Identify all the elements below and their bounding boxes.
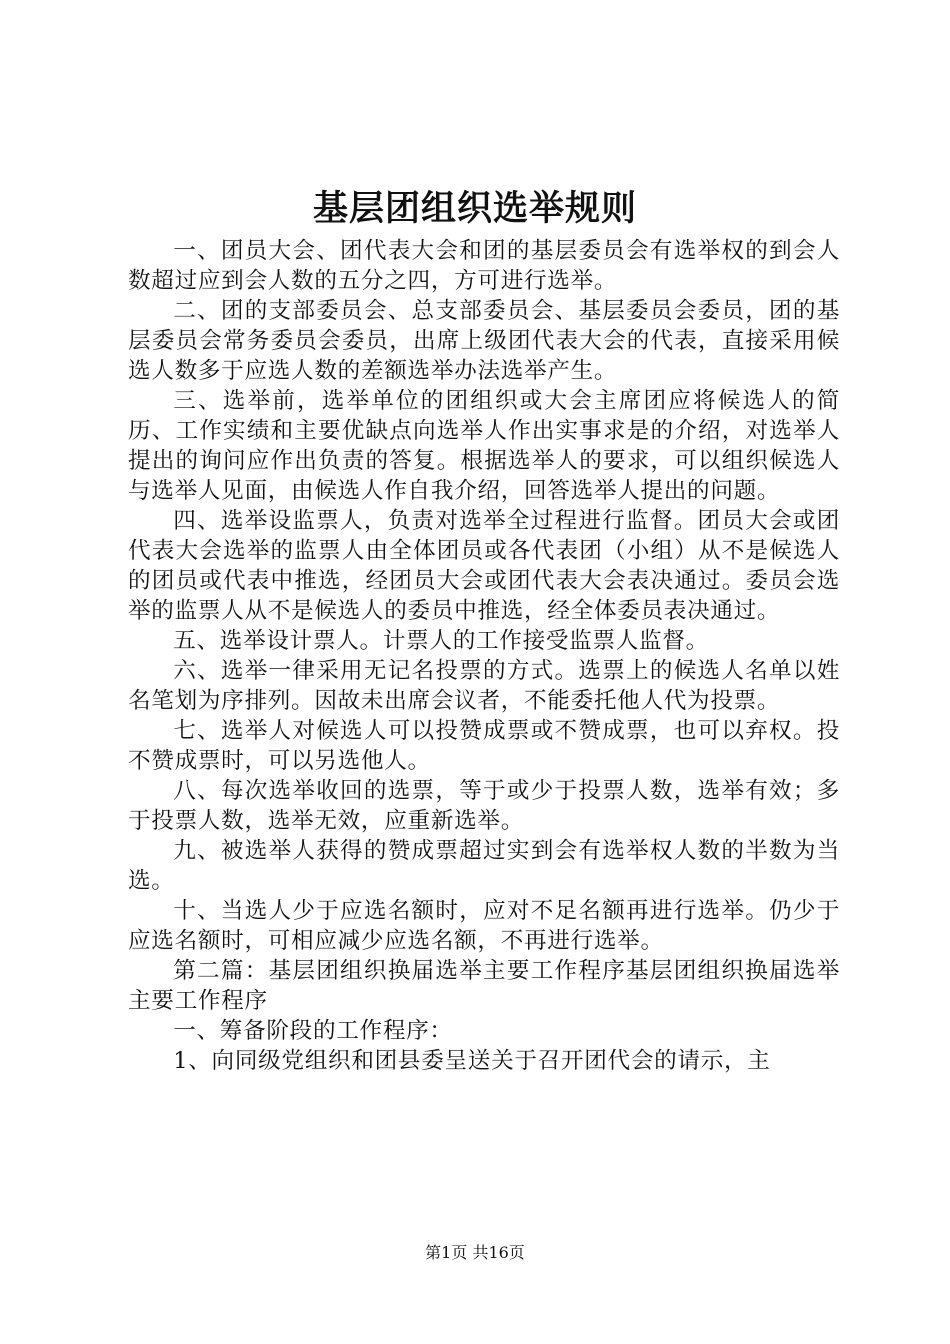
paragraph-2: 二、团的支部委员会、总支部委员会、基层委员会委员，团的基层委员会常务委员会委员，出席上级团代表大会的代表，直接采用候选人数多于应选人数的差额选举办法选举产生。 xyxy=(128,298,840,384)
paragraph-7: 七、选举人对候选人可以投赞成票或不赞成票，也可以弃权。投不赞成票时，可以另选他人。 xyxy=(128,718,840,774)
paragraph-1: 一、团员大会、团代表大会和团的基层委员会有选举权的到会人数超过应到会人数的五分之四，方可进行选举。 xyxy=(128,238,840,294)
document-body xyxy=(128,236,840,1076)
paragraph-list-item: 1、向同级党组织和团县委呈送关于召开团代会的请示，主 xyxy=(173,1048,771,1074)
paragraph-6: 六、选举一律采用无记名投票的方式。选票上的候选人名单以姓名笔划为序排列。因故未出席会议者，不能委托他人代为投票。 xyxy=(128,658,840,714)
page-number-footer: 第1页 共16页 xyxy=(425,1243,525,1262)
paragraph-3: 三、选举前，选举单位的团组织或大会主席团应将候选人的简历、工作实绩和主要优缺点向选举人作出实事求是的介绍，对选举人提出的询问应作出负责的答复。根据选举人的要求，可以组织候选人与选举人见面，由候选人作自我介绍，回答选举人提出的问题。 xyxy=(128,388,840,504)
paragraph-5: 五、选举设计票人。计票人的工作接受监票人监督。 xyxy=(173,628,709,654)
document-title: 基层团组织选举规则 xyxy=(312,188,637,229)
paragraph-4: 四、选举设监票人，负责对选举全过程进行监督。团员大会或团代表大会选举的监票人由全体团员或各代表团（小组）从不是候选人的团员或代表中推选，经团员大会或团代表大会表决通过。委员会选举的监票人从不是候选人的委员中推选，经全体委员表决通过。 xyxy=(128,508,840,624)
paragraph-8: 八、每次选举收回的选票，等于或少于投票人数，选举有效；多于投票人数，选举无效，应重新选举。 xyxy=(128,778,840,834)
paragraph-9: 九、被选举人获得的赞成票超过实到会有选举权人数的半数为当选。 xyxy=(128,838,840,894)
subsection-heading: 一、筹备阶段的工作程序： xyxy=(173,1018,453,1044)
section-heading: 第二篇：基层团组织换届选举主要工作程序基层团组织换届选举主要工作程序 xyxy=(128,958,840,1014)
paragraph-10: 十、当选人少于应选名额时，应对不足名额再进行选举。仍少于应选名额时，可相应减少应选名额，不再进行选举。 xyxy=(128,898,840,954)
